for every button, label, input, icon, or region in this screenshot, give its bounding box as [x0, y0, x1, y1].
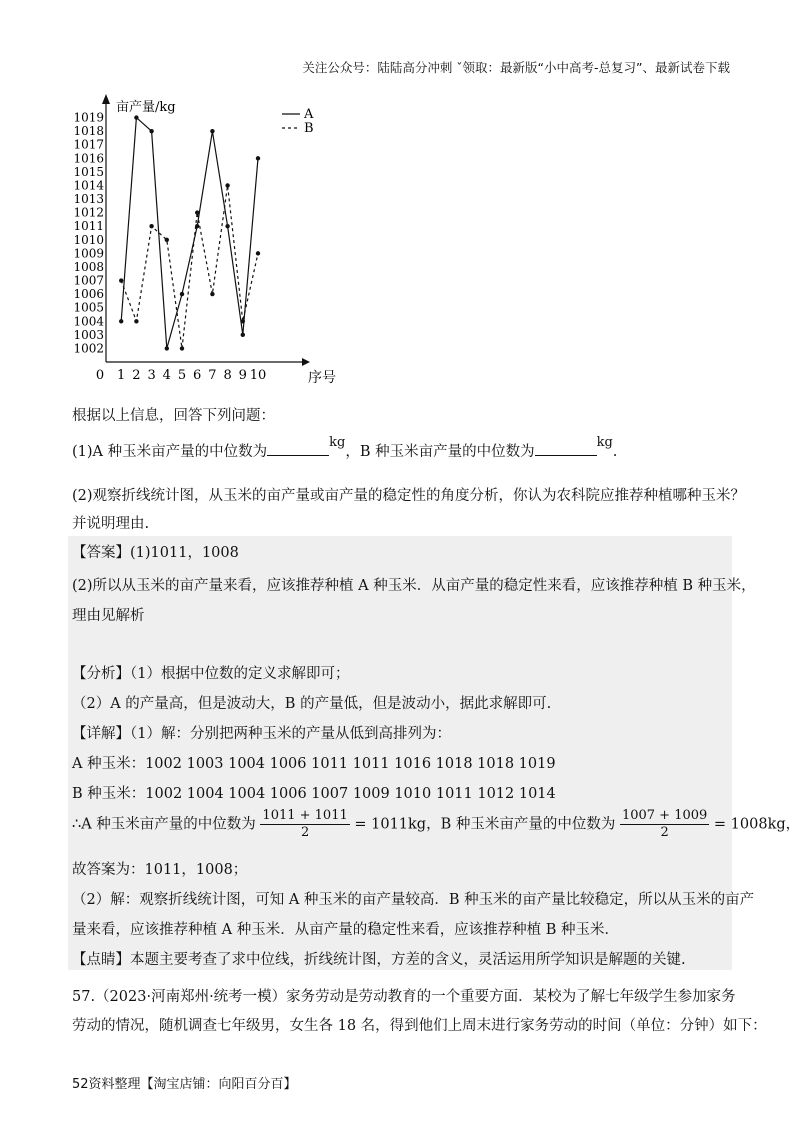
answer-blank-a [267, 443, 329, 456]
y-tick-labels [73, 111, 104, 356]
detail-line-7: 量来看，应该推荐种植 A 种玉米．从亩产量的稳定性来看，应该推荐种植 B 种玉米． [72, 922, 620, 938]
data-point-b [241, 319, 245, 323]
x-axis-label: 序号 [308, 370, 336, 386]
data-point-b [225, 183, 229, 187]
data-point-a [225, 224, 229, 228]
intro-text: 根据以上信息，回答下列问题： [72, 408, 275, 424]
y-tick-label: 1013 [73, 192, 104, 207]
data-point-b [134, 319, 138, 323]
page-footer: 52资料整理【淘宝店铺：向阳百分百】 [72, 1077, 297, 1092]
answer-line-2: (2)所以从玉米的亩产量来看，应该推荐种植 A 种玉米．从亩产量的稳定性来看，应该推荐种植 B 种玉米， [72, 578, 756, 594]
answer-line-1: 【答案】(1)1011，1008 [72, 545, 239, 561]
chart-axes [102, 94, 310, 366]
y-axis-arrow [102, 94, 110, 104]
chart-series [119, 115, 260, 350]
data-point-b [210, 292, 214, 296]
data-point-a [256, 156, 260, 160]
x-tick-label: 4 [162, 368, 171, 383]
data-point-a [134, 115, 138, 119]
detail-line-6: （2）解：观察折线统计图，可知 A 种玉米的亩产量较高．B 种玉米的亩产量比较稳定，所以从玉米的亩产 [72, 892, 755, 908]
data-point-a [180, 292, 184, 296]
detail-median-formula [72, 808, 800, 841]
x-tick-label: 7 [208, 368, 217, 383]
x-tick-label: 9 [238, 368, 247, 383]
y-axis-label: 亩产量/kg [116, 100, 176, 115]
series-line-a [121, 118, 258, 349]
detail-line-3: B 种玉米：1002 1004 1004 1006 1007 1009 1010 1011 1012 1014 [72, 786, 556, 802]
y-tick-label: 1005 [73, 300, 104, 315]
question-2-line-1: (2)观察折线统计图，从玉米的亩产量或亩产量的稳定性的角度分析，你认为农科院应推荐种植哪种玉米？ [72, 488, 746, 504]
y-tick-label: 1019 [73, 110, 104, 125]
data-point-b [165, 238, 169, 242]
analysis-line-2: （2）A 的产量高，但是波动大，B 的产量低，但是波动小，据此求解即可. [72, 696, 552, 712]
detail-line-2: A 种玉米：1002 1003 1004 1006 1011 1011 1016 1018 1018 1019 [72, 756, 556, 772]
x-tick-label: 8 [223, 368, 232, 383]
y-tick-label: 1015 [73, 164, 104, 179]
x-tick-label: 1 [117, 368, 126, 383]
data-point-a [149, 129, 153, 133]
y-tick-label: 1017 [73, 137, 104, 152]
y-tick-label: 1009 [73, 246, 104, 261]
detail-line-5: 故答案为：1011，1008； [72, 862, 248, 878]
q1-part-b: ，B 种玉米亩产量的中位数为 [345, 444, 535, 460]
y-tick-label: 1014 [73, 178, 104, 193]
data-point-a [241, 333, 245, 337]
formula-result-a: = 1011kg [354, 816, 427, 833]
line-chart [73, 92, 340, 392]
y-tick-label: 1010 [73, 232, 104, 247]
answer-line-3: 理由见解析 [72, 608, 145, 624]
next-question-line-2: 劳动的情况，随机调查七年级男，女生各 18 名，得到他们上周末进行家务劳动的时间（单位：分钟）如下： [72, 1018, 767, 1034]
q1-unit-a: kg [329, 435, 346, 450]
answer-blank-b [535, 443, 597, 456]
formula-text-b: ，B 种玉米亩产量的中位数为 [426, 816, 616, 833]
data-point-a [210, 129, 214, 133]
y-tick-label: 1008 [73, 259, 104, 274]
series-line-b [121, 185, 258, 348]
question-1 [72, 435, 618, 461]
y-tick-label: 1012 [73, 205, 104, 220]
data-point-b [119, 278, 123, 282]
data-point-b [180, 346, 184, 350]
x-tick-label: 5 [177, 368, 187, 383]
y-tick-label: 1011 [73, 219, 104, 234]
detail-line-1: 【详解】（1）解：分别把两种玉米的产量从低到高排列为： [72, 726, 451, 742]
x-tick-label: 0 [95, 368, 105, 383]
data-point-b [256, 251, 260, 255]
x-tick-labels [96, 368, 266, 383]
legend-label-b: B [304, 121, 314, 136]
q1-end: . [612, 444, 618, 460]
fraction-b: $\frac{1007 + 1009}{2}$ [621, 808, 708, 840]
next-question-line-1: 57.（2023·河南郑州·统考一模）家务劳动是劳动教育的一个重要方面．某校为了解七年级学生参加家务 [72, 989, 736, 1005]
formula-text-a: ∴A 种玉米亩产量的中位数为 [72, 816, 256, 833]
fraction-a: $\frac{1011 + 1011}{2}$ [262, 808, 348, 840]
x-tick-label: 10 [249, 368, 267, 383]
analysis-line-1: 【分析】（1）根据中位数的定义求解即可； [72, 666, 350, 682]
y-tick-label: 1007 [73, 273, 104, 288]
comment-line: 【点睛】本题主要考查了求中位线，折线统计图，方差的含义，灵活运用所学知识是解题的关键. [72, 952, 686, 968]
data-point-b [195, 210, 199, 214]
y-tick-label: 1016 [73, 151, 104, 166]
x-axis-arrow [302, 358, 310, 366]
y-tick-label: 1003 [73, 327, 104, 342]
data-point-a [165, 346, 169, 350]
y-tick-label: 1002 [73, 341, 104, 356]
page-header: 关注公众号：陆陆高分冲刺 ˇ领取：最新版“小中高考-总复习”、最新试卷下载 [302, 60, 730, 75]
x-tick-label: 6 [193, 368, 202, 383]
y-tick-label: 1006 [73, 287, 104, 302]
question-2-line-2: 并说明理由. [72, 516, 150, 532]
q1-part-a: (1)A 种玉米亩产量的中位数为 [72, 444, 268, 460]
q1-unit-b: kg [596, 435, 613, 450]
legend-label-a: A [304, 107, 314, 122]
data-point-b [149, 224, 153, 228]
x-tick-label: 3 [147, 368, 156, 383]
y-tick-label: 1004 [73, 314, 104, 329]
formula-result-b: = 1008kg， [713, 816, 800, 833]
y-tick-label: 1018 [73, 124, 104, 139]
data-point-a [119, 319, 123, 323]
x-tick-label: 2 [132, 368, 141, 383]
